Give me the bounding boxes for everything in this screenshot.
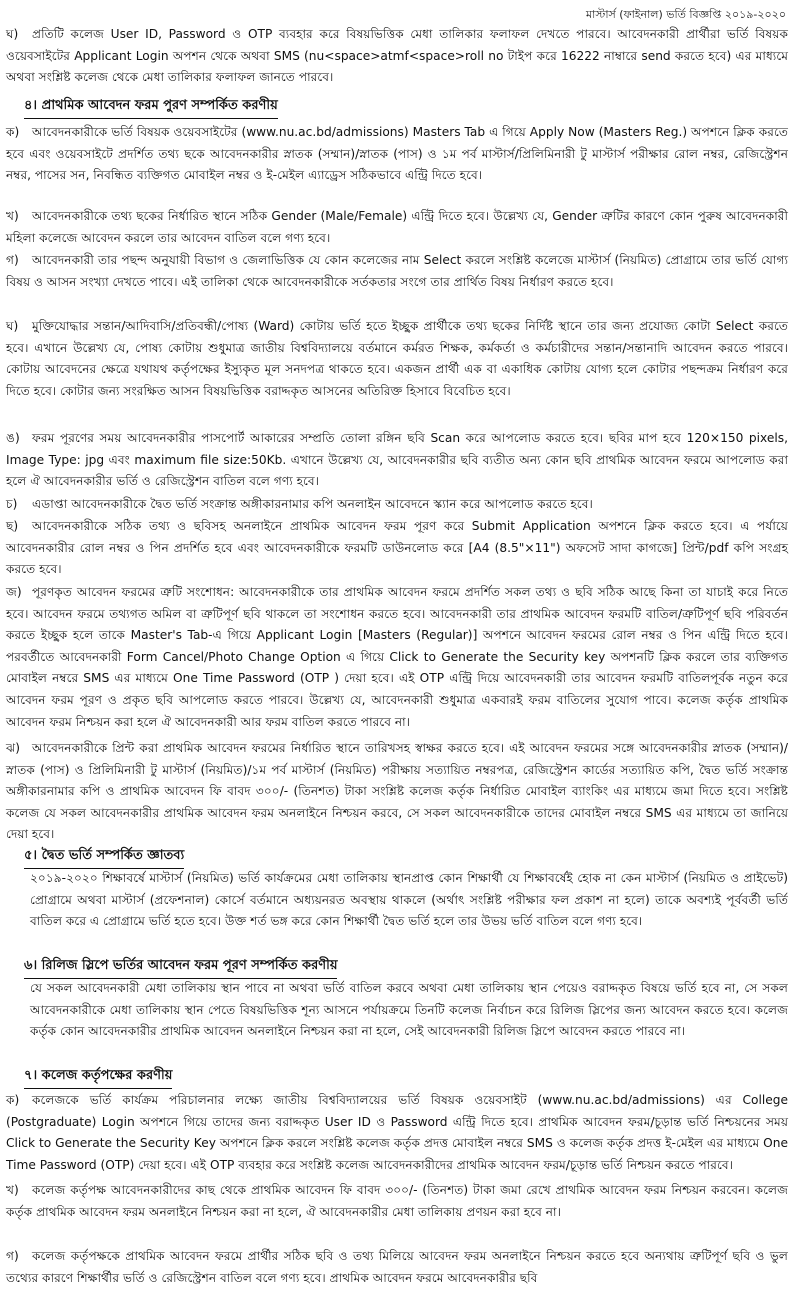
- section-7-heading: ৭। কলেজ কর্তৃপক্ষের করণীয়: [24, 1066, 172, 1089]
- s4-item-ja: [6, 582, 788, 733]
- item-marker: গ): [6, 1249, 19, 1263]
- item-text: পূরণকৃত আবেদন ফরমের ত্রুটি সংশোধন: আবেদনকারীকে তার প্রাথমিক আবেদন ফরমে প্রদর্শিত সকল তথ্য ও ছবি সঠিক আছে কিনা তা যাচাই করে নিতে হবে। আবেদন ফরমে তথ্যগত অমিল বা ত্রুটিপূর্ণ ছবি থাকলে তা সংশোধন করতে হবে। আবেদনকারী তার প্রাথমিক আবেদন ফরমটি বাতিল/ত্রুটিপূর্ণ ছবি পরিবর্তন করতে ইচ্ছুক হলে তাকে Master's Tab-এ গিয়ে Applicant Login [Masters (Regular)] অপশনে আবেদন ফরমের রোল নম্বর ও পিন এন্ট্রি দিতে হবে। পরবর্তীতে আবেদনকারী Form Cancel/Photo Change Option এ গিয়ে Click to Generate the Security key অপশনটি ক্লিক করলে তার ব্যক্তিগত মোবাইল নম্বরে SMS এর মাধ্যমে One Time Password (OTP ) দেয়া হবে। এই OTP এন্ট্রি দিয়ে আবেদনকারী তার আবেদন ফরমটি বাতিলপূর্বক নতুন করে আবেদন ফরম পূরণ ও প্রকৃত ছবি আপলোড করতে পারবে। উল্লেখ্য যে, আবেদনকারী শুধুমাত্র একবারই ফরম বাতিলের সুযোগ পাবে। কলেজ কর্তৃক প্রাথমিক আবেদন ফরম নিশ্চয়ন করা হলে ঐ আবেদনকারী আর ফরম বাতিল করতে পারবে না।: [6, 585, 788, 729]
- item-marker: ঙ): [6, 431, 20, 445]
- item-text: আবেদনকারীকে সঠিক তথ্য ও ছবিসহ অনলাইনে প্রাথমিক আবেদন ফরম পূরণ করে Submit Application অপশনে ক্লিক করতে হবে। এ পর্যায়ে আবেদনকারীর রোল নম্বর ও পিন প্রদর্শিত হবে এবং আবেদনকারীকে ফরমটি ডাউনলোড করে [A4 (8.5"×11") অফসেট সাদা কাগজে] প্রিন্ট/pdf কপি সংগ্রহ করতে হবে।: [6, 519, 788, 577]
- section-6-text: যে সকল আবেদনকারী মেধা তালিকায় স্থান পাবে না অথবা ভর্তি বাতিল করবে অথবা মেধা তালিকায় স্থান পেয়েও বরাদ্দকৃত বিষয়ে ভর্তি হবে না, সে সকল আবেদনকারীকে মেধা তালিকায় স্থান পেতে বিষয়ভিত্তিক শূন্য আসনে পর্যায়ক্রমে তিনটি কলেজ নির্বাচন করে রিলিজ স্লিপের জন্য আবেদন করতে হবে। কলেজ কর্তৃক কোন আবেদনকারীর প্রাথমিক আবেদন অনলাইনে নিশ্চয়ন করা না হলে, সেই আবেদনকারী রিলিজ স্লিপে আবেদন করতে পারবে না।: [30, 981, 788, 1039]
- s4-item-ga: [6, 250, 788, 293]
- s4-item-uma: [6, 428, 788, 493]
- s4-item-ka: [6, 122, 788, 187]
- item-marker: ক): [6, 1093, 20, 1107]
- item-text: কলেজ কর্তৃপক্ষ আবেদনকারীদের কাছ থেকে প্রাথমিক আবেদন ফি বাবদ ৩০০/- (তিনশত) টাকা জমা রেখে প্রাথমিক আবেদন ফরম নিশ্চয়ন করবেন। কলেজ কর্তৃক প্রাথমিক আবেদন ফরম অনলাইনে নিশ্চয়ন করা না হলে, ঐ আবেদনকারীর মেধা তালিকায় প্রণয়ন করা হবে না।: [6, 1183, 788, 1219]
- item-text: ফরম পূরণের সময় আবেদনকারীর পাসপোর্ট আকারের সম্প্রতি তোলা রঙ্গিন ছবি Scan করে আপলোড করতে হবে। ছবির মাপ হবে 120×150 pixels, Image Type: jpg এবং maximum file size:50Kb. এখানে উল্লেখ্য যে, আবেদনকারীর ছবি ব্যতীত অন্য কোন ছবি প্রাথমিক আবেদন ফরমে আপলোড করা হলে ঐ আবেদনকারীর ভর্তি ও রেজিস্ট্রেশন বাতিল বলে গণ্য হবে।: [6, 431, 788, 489]
- s7-item-kha: [6, 1180, 788, 1223]
- running-header: মাস্টার্স (ফাইনাল) ভর্তি বিজ্ঞপ্তি ২০১৯-২০২০: [586, 8, 786, 21]
- item-text: আবেদনকারীকে প্রিন্ট করা প্রাথমিক আবেদন ফরমের নির্ধারিত স্থানে তারিখসহ স্বাক্ষর করতে হবে। এই আবেদন ফরমের সঙ্গে আবেদনকারীর স্নাতক (সম্মান)/স্নাতক (পাস) ও প্রিলিমিনারী টু মাস্টার্স (নিয়মিত)/১ম পর্ব মাস্টার্স (নিয়মিত) পরীক্ষায় সত্যায়িত নম্বরপত্র, রেজিস্ট্রেশন কার্ডের সত্যায়িত কপি, দ্বৈত ভর্তি সংক্রান্ত অঙ্গীকারনামার কপি ও প্রাথমিক আবেদন ফি বাবদ ৩০০/- (তিনশত) টাকা সংশ্লিষ্ট কলেজ কর্তৃক নির্ধারিত মোবাইল ব্যাংকিং এর মাধ্যমে জমা দিতে হবে। সংশ্লিষ্ট কলেজ যে সকল আবেদনকারীর প্রাথমিক আবেদন ফরম অনলাইনে নিশ্চয়ন করবে, সে সকল আবেদনকারীকে তাদের মোবাইল নম্বরে SMS এর মাধ্যমে তা জানিয়ে দেয়া হবে।: [6, 741, 788, 842]
- s4-item-cha: [6, 494, 788, 516]
- s4-item-jha: [6, 738, 788, 846]
- section-5-text: ২০১৯-২০২০ শিক্ষাবর্ষে মাস্টার্স (নিয়মিত) ভর্তি কার্যক্রমের মেধা তালিকায় স্থানপ্রাপ্ত কোন শিক্ষার্থী যে শিক্ষাবর্ষেই হোক না কেন মাস্টার্স (নিয়মিত ও প্রাইভেট) প্রোগ্রামে অথবা মাস্টার্স (প্রফেশনাল) কোর্সে বর্তমানে অধ্যয়নরত অবস্থায় থাকলে (অর্থাৎ সংশ্লিষ্ট পরীক্ষার ফল প্রকাশ না হলে) তাকে অবশ্যই পূর্ববর্তী ভর্তি বাতিল করে এ প্রোগ্রামে ভর্তি হতে হবে। উক্ত শর্ত ভঙ্গ করে কোন শিক্ষার্থী দ্বৈত ভর্তি হলে তার উভয় ভর্তি বাতিল বলে গণ্য হবে।: [30, 871, 788, 929]
- item-text: কলেজকে ভর্তি কার্যক্রম পরিচালনার লক্ষ্যে জাতীয় বিশ্ববিদ্যালয়ের ভর্তি বিষয়ক ওয়েবসাইট (www.nu.ac.bd/admissions) এর College (Postgraduate) Login অপশনে গিয়ে তাদের জন্য বরাদ্দকৃত User ID ও Password এন্ট্রি দিতে হবে। প্রাথমিক আবেদন ফরম/চূড়ান্ত ভর্তি নিশ্চয়নের সময় Click to Generate the Security Key অপশনে ক্লিক করলে সংশ্লিষ্ট কলেজ কর্তৃক প্রদত্ত মোবাইল নম্বরে SMS ও কলেজ কর্তৃক প্রদত্ত ই-মেইল এর মাধ্যমে One Time Password (OTP) দেয়া হবে। এই OTP ব্যবহার করে সংশ্লিষ্ট কলেজ আবেদনকারীদের প্রাথমিক আবেদন ফরম/চূড়ান্ত ভর্তি নিশ্চয়ন করতে পারবে।: [6, 1093, 788, 1172]
- item-marker: জ): [6, 585, 22, 599]
- item-marker: চ): [6, 497, 18, 511]
- s7-item-ga: [6, 1246, 788, 1289]
- item-marker: ঘ): [6, 319, 19, 333]
- item-text: আবেদনকারীকে ভর্তি বিষয়ক ওয়েবসাইটের (www.nu.ac.bd/admissions) Masters Tab এ গিয়ে Apply Now (Masters Reg.) অপশনে ক্লিক করতে হবে এবং ওয়েবসাইটে প্রদর্শিত তথ্য ছকে আবেদনকারীর স্নাতক (সম্মান)/স্নাতক (পাস) ও ১ম পর্ব মাস্টার্স/প্রিলিমিনারী টু মাস্টার্স পরীক্ষার রোল নম্বর, রেজিস্ট্রেশন নম্বর, পাসের সন, নিবন্ধিত ব্যক্তিগত মোবাইল নম্বর ও ই-মেইল এ্যাড্রেস সঠিকভাবে এন্ট্রি দিতে হবে।: [6, 125, 788, 183]
- item-marker: ক): [6, 125, 20, 139]
- s4-item-gha: [6, 316, 788, 402]
- item-text: এডাপ্তা আবেদনকারীকে দ্বৈত ভর্তি সংক্রান্ত অঙ্গীকারনামার কপি অনলাইন আবেদনে স্ক্যান করে আপলোড করতে হবে।: [32, 497, 593, 511]
- section-5-heading: ৫। দ্বৈত ভর্তি সম্পর্কিত জ্ঞাতব্য: [24, 846, 184, 869]
- s7-item-ka: [6, 1090, 788, 1176]
- s4-item-kha: [6, 206, 788, 249]
- section-4-heading: ৪। প্রাথমিক আবেদন ফরম পুরণ সম্পর্কিত করণীয়: [24, 96, 278, 119]
- intro-item: [6, 24, 788, 89]
- item-marker: ঘ): [6, 27, 19, 41]
- item-text: প্রতিটি কলেজ User ID, Password ও OTP ব্যবহার করে বিষয়ভিত্তিক মেধা তালিকার ফলাফল দেখতে পারবে। আবেদনকারী প্রার্থীরা ভর্তি বিষয়ক ওয়েবসাইটের Applicant Login অপশন থেকে অথবা SMS (nu<space>atmf<space>roll no টাইপ করে 16222 নাম্বারে send করতে হবে) এর মাধ্যমে অথবা সংশ্লিষ্ট কলেজ থেকে মেধা তালিকার ফলাফল জানতে পারবে।: [6, 27, 788, 85]
- item-marker: খ): [6, 1183, 19, 1197]
- item-text: আবেদনকারীকে তথ্য ছকের নির্ধারিত স্থানে সঠিক Gender (Male/Female) এন্ট্রি দিতে হবে। উল্লেখ্য যে, Gender ত্রুটির কারণে কোন পুরুষ আবেদনকারী মহিলা কলেজে আবেদন করলে তার আবেদন বাতিল বলে গণ্য হবে।: [6, 209, 788, 245]
- item-text: কলেজ কর্তৃপক্ষকে প্রাথমিক আবেদন ফরমে প্রার্থীর সঠিক ছবি ও তথ্য মিলিয়ে আবেদন ফরম অনলাইনে নিশ্চয়ন করতে হবে অন্যথায় ত্রুটিপূর্ণ ছবি ও ভুল তথ্যের কারণে শিক্ষার্থীর ভর্তি ও রেজিস্ট্রেশন বাতিল বলে গণ্য হবে। প্রাথমিক আবেদন ফরমে আবেদনকারীর ছবি: [6, 1249, 788, 1285]
- item-text: আবেদনকারী তার পছন্দ অনুযায়ী বিভাগ ও জেলাভিত্তিক যে কোন কলেজের নাম Select করলে সংশ্লিষ্ট কলেজে মাস্টার্স (নিয়মিত) প্রোগ্রামে তার ভর্তি যোগ্য বিষয় ও আসন সংখ্যা দেখতে পাবে। এই তালিকা থেকে আবেদনকারীকে সর্তকতার সংগে তার প্রার্থিত বিষয় নির্ধারণ করতে হবে।: [6, 253, 788, 289]
- item-marker: গ): [6, 253, 19, 267]
- section-6-heading: ৬। রিলিজ স্লিপে ভর্তির আবেদন ফরম পূরণ সম্পর্কিত করণীয়: [24, 956, 337, 979]
- item-marker: খ): [6, 209, 19, 223]
- item-text: মুক্তিযোদ্ধার সন্তান/আদিবাসি/প্রতিবন্ধী/পোষ্য (Ward) কোটায় ভর্তি হতে ইচ্ছুক প্রার্থীকে তথ্য ছকের নির্দিষ্ট স্থানে তার জন্য প্রযোজ্য কোটা Select করতে হবে। এখানে উল্লেখ্য যে, পোষ্য কোটায় শুধুমাত্র জাতীয় বিশ্ববিদ্যালয়ে বর্তমানে কর্মরত শিক্ষক, কর্মকর্তা ও কর্মচারীদের সন্তান/সন্তানাদি আবেদন করতে পারবে। কোটায় আবেদনের ক্ষেত্রে যথাযথ কর্তৃপক্ষের ইস্যুকৃত মূল সনদপত্র থাকতে হবে। একজন প্রার্থী এক বা একাধিক কোটায় যোগ্য হলে কোটার পছন্দক্রম নির্ধারণ করে দিতে হবে। কোটার জন্য সংরক্ষিত আসন বিষয়ভিত্তিক বরাদ্দকৃত আসনের অতিরিক্ত হিসাবে বিবেচিত হবে।: [6, 319, 788, 398]
- s4-item-chha: [6, 516, 788, 581]
- item-marker: ছ): [6, 519, 19, 533]
- item-marker: ঝ): [6, 741, 20, 755]
